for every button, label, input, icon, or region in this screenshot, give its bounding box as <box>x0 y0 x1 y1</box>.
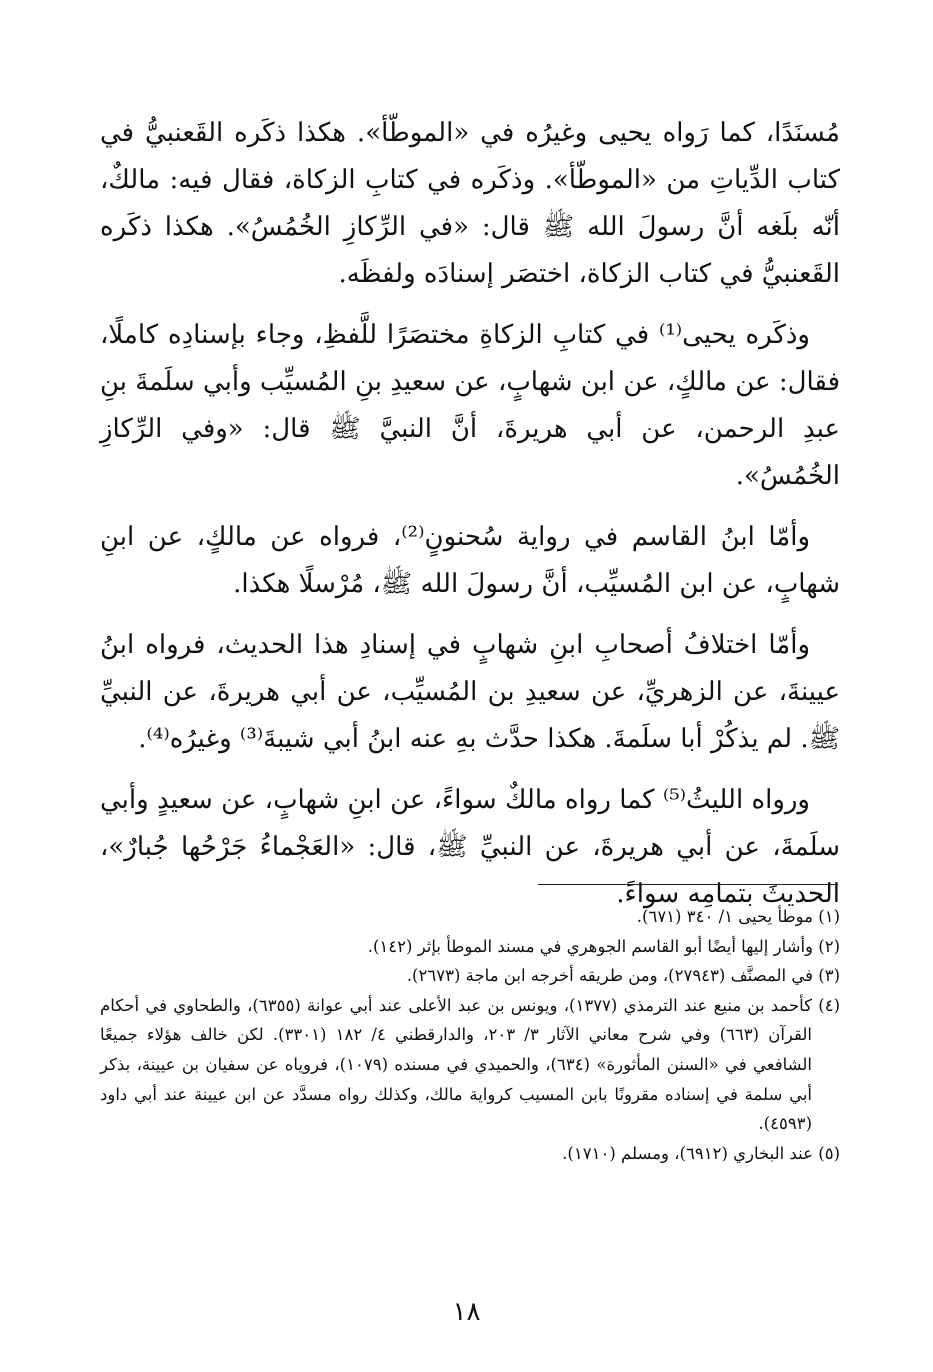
paragraph: ورواه الليثُ⁽⁵⁾ كما رواه مالكٌ سواءً، عن ابنِ شهابٍ، عن سعيدٍ وأبي سلَمةَ، عن أبي هريرةَ، عن النبيِّ ﷺ، قال: «العَجْماءُ جَرْحُها جُبارٌ»، الحديثَ بتمامِه سواءً. <box>100 785 840 909</box>
footnote-separator <box>538 884 838 885</box>
footnote: (١) موطأ يحيى ١/ ٣٤٠ (٦٧١). <box>636 907 840 926</box>
page-number: ١٨ <box>452 1297 481 1327</box>
footnote: (٤) كأحمد بن منيع عند الترمذي (١٣٧٧)، ويونس بن عبد الأعلى عند أبي عوانة (٦٣٥٥)، والطحاوي في أحكام القرآن (٦٦٣) وفي شرح معاني الآثار ٣/ ٢٠٣، والدارقطني ٤/ ١٨٢ (٣٣٠١). لكن خالف هؤلاء جميعًا الشافعي في «السنن المأثورة» (٦٣٤)، والحميدي في مسنده (١٠٧٩)، فروياه عن سفيان بن عيينة، بذكر أبي سلمة في إسناده مقرونًا بابن المسيب كرواية مالك، وكذلك رواه مسدَّد عن ابن عيينة عند أبي داود (٤٥٩٣). <box>100 995 841 1134</box>
footnote: (٣) في المصنَّف (٢٧٩٤٣)، ومن طريقه أخرجه ابن ماجة (٢٦٧٣). <box>406 966 840 986</box>
main-text <box>100 110 840 932</box>
paragraph: وأمّا ابنُ القاسم في رواية سُحنونٍ⁽²⁾، فرواه عن مالكٍ، عن ابنِ شهابٍ، عن ابن المُسيِّب، أنَّ رسولَ الله ﷺ، مُرْسلًا هكذا. <box>100 522 840 599</box>
footnote: (٥) عند البخاري (٦٩١٢)، ومسلم (١٧١٠). <box>562 1143 840 1163</box>
footnotes <box>100 902 840 1168</box>
paragraph: مُسنَدًا، كما رَواه يحيى وغيرُه في «الموطّأ». هكذا ذكَره القَعنبيُّ في كتاب الدِّياتِ من «الموطّأ». وذكَره في كتابِ الزكاة، فقال فيه: مالكٌ، أنّه بلَغه أنَّ رسولَ الله ﷺ قال: «في الرِّكازِ الخُمُسُ». هكذا ذكَره القَعنبيُّ في كتاب الزكاة، اختصَر إسنادَه ولفظَه. <box>100 118 840 289</box>
footnote: (٢) وأشار إليها أيضًا أبو القاسم الجوهري في مسند الموطأ بإثر (١٤٢). <box>367 936 840 956</box>
paragraph: وذكَره يحيى⁽¹⁾ في كتابِ الزكاةِ مختصَرًا للَّفظِ، وجاء بإسنادِه كاملًا، فقال: عن مالكٍ، عن ابن شهابٍ، عن سعيدِ بنِ المُسيِّب وأبي سلَمةَ بنِ عبدِ الرحمن، عن أبي هريرةَ، أنَّ النبيَّ ﷺ قال: «وفي الرِّكازِ الخُمُسُ». <box>100 320 840 491</box>
paragraph: وأمّا اختلافُ أصحابِ ابنِ شهابٍ في إسنادِ هذا الحديث، فرواه ابنُ عيينةَ، عن الزهريِّ، عن سعيدِ بن المُسيِّب، عن أبي هريرةَ، عن النبيِّ ﷺ. لم يذكُرْ أبا سلَمةَ. هكذا حدَّث بهِ عنه ابنُ أبي شيبةَ⁽³⁾ وغيرُه⁽⁴⁾. <box>100 630 840 754</box>
